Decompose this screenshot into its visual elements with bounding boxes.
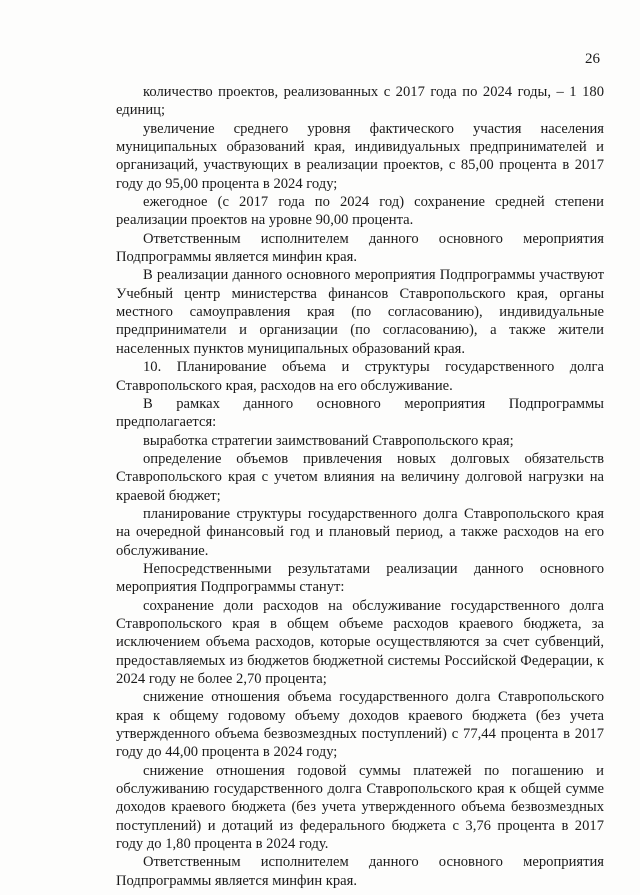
paragraph: увеличение среднего уровня фактического участия населения муниципальных образований края, индивидуальных предпринимателей и организаций, участвующих в реализации проектов, с 85,00 процента в 2017 году до 95,00 процента в 2024 году; <box>116 120 604 192</box>
paragraph: Ответственным исполнителем данного основного мероприятия Подпрограммы является минфин края. <box>116 854 604 889</box>
paragraph: снижение отношения годовой суммы платежей по погашению и обслуживанию государственного долга Ставропольского края к общей сумме доходов краевого бюджета (без учета утвержденного объема безвозмездных поступлений) и дотаций из федерального бюджета с 3,76 процента в 2017 году до 1,80 процента в 2024 году. <box>116 762 604 853</box>
paragraph: определение объемов привлечения новых долговых обязательств Ставропольского края с учетом влияния на величину долговой нагрузки на краевой бюджет; <box>116 450 604 504</box>
paragraph: В рамках данного основного мероприятия Подпрограммы предполагается: <box>116 395 604 431</box>
paragraph: В реализации данного основного мероприятия Подпрограммы участвуют Учебный центр министерства финансов Ставропольского края, органы местного самоуправления края (по согласованию), индивидуальные предприниматели и организации (по согласованию), а также жители населенных пунктов муниципальных образований края. <box>116 267 604 357</box>
paragraph: ежегодное (с 2017 года по 2024 год) сохранение средней степени реализации проектов на уровне 90,00 процента. <box>116 194 604 229</box>
paragraph: количество проектов, реализованных с 2017 года по 2024 годы, – 1 180 единиц; <box>116 84 604 119</box>
page-number: 26 <box>585 51 600 67</box>
section-heading: 10. Планирование объема и структуры государственного долга Ставропольского края, расходов на его обслуживание. <box>116 359 604 394</box>
paragraph: выработка стратегии заимствований Ставропольского края; <box>143 432 514 449</box>
paragraph: снижение отношения объема государственного долга Ставропольского края к общему годовому объему доходов краевого бюджета (без учета утвержденного объема безвозмездных поступлений) с 77,44 процента в 2017 году до 44,00 процента в 2024 году; <box>116 689 604 761</box>
paragraph: планирование структуры государственного долга Ставропольского края на очередной финансовый год и плановый период, а также расходов на его обслуживание. <box>116 505 604 559</box>
document-body <box>116 83 604 890</box>
paragraph: Непосредственными результатами реализации данного основного мероприятия Подпрограммы станут: <box>116 560 604 596</box>
paragraph: сохранение доли расходов на обслуживание государственного долга Ставропольского края в общем объеме расходов краевого бюджета, за исключением объема расходов, которые осуществляются за счет субвенций, предоставляемых из бюджетов бюджетной системы Российской Федерации, к 2024 году не более 2,70 процента; <box>116 597 604 687</box>
paragraph: Ответственным исполнителем данного основного мероприятия Подпрограммы является минфин края. <box>116 230 604 266</box>
